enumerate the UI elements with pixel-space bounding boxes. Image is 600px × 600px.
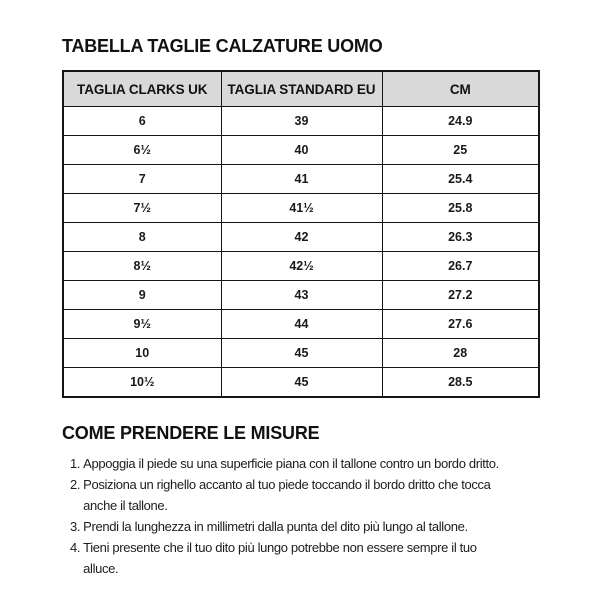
cell-uk: 10: [63, 339, 221, 368]
list-item-line: Tieni presente che il tuo dito più lungo potrebbe non essere sempre il tuo: [83, 540, 477, 555]
cell-cm: 28.5: [382, 368, 539, 398]
list-item-line: anche il tallone.: [83, 498, 168, 513]
cell-uk: 6½: [63, 136, 221, 165]
list-item-text: [83, 453, 540, 474]
cell-eu: 41½: [221, 194, 382, 223]
list-item-number: 2.: [70, 477, 81, 492]
cell-eu: 45: [221, 339, 382, 368]
list-item-text: [83, 516, 540, 537]
table-row: [63, 136, 539, 165]
list-item: [70, 453, 540, 474]
cell-uk: 10½: [63, 368, 221, 398]
cell-cm: 25: [382, 136, 539, 165]
cell-eu: 43: [221, 281, 382, 310]
list-item: [70, 537, 540, 579]
table-row: [63, 339, 539, 368]
page-title: TABELLA TAGLIE CALZATURE UOMO: [62, 36, 383, 56]
list-item-text: [83, 537, 540, 579]
list-item-number: 4.: [70, 540, 81, 555]
list-item: [70, 516, 540, 537]
table-row: [63, 194, 539, 223]
cell-eu: 40: [221, 136, 382, 165]
cell-uk: 9: [63, 281, 221, 310]
cell-eu: 45: [221, 368, 382, 398]
list-item: [70, 474, 540, 516]
list-item-line: Posiziona un righello accanto al tuo piede toccando il bordo dritto che tocca: [83, 477, 491, 492]
cell-eu: 41: [221, 165, 382, 194]
cell-eu: 44: [221, 310, 382, 339]
list-item-number: 3.: [70, 519, 81, 534]
table-row: [63, 310, 539, 339]
instructions-list: [62, 453, 540, 579]
size-table: [62, 70, 540, 398]
cell-eu: 42½: [221, 252, 382, 281]
list-item-line: alluce.: [83, 561, 119, 576]
cell-cm: 27.6: [382, 310, 539, 339]
table-row: [63, 281, 539, 310]
cell-uk: 9½: [63, 310, 221, 339]
header-cell-uk: TAGLIA CLARKS UK: [63, 71, 221, 107]
list-item-line: Appoggia il piede su una superficie piana con il tallone contro un bordo dritto.: [83, 456, 499, 471]
cell-cm: 24.9: [382, 107, 539, 136]
cell-eu: 42: [221, 223, 382, 252]
cell-uk: 8: [63, 223, 221, 252]
header-cell-cm: CM: [382, 71, 539, 107]
cell-cm: 26.7: [382, 252, 539, 281]
table-header-row: [63, 71, 539, 107]
list-item-line: Prendi la lunghezza in millimetri dalla punta del dito più lungo al tallone.: [83, 519, 468, 534]
cell-uk: 6: [63, 107, 221, 136]
cell-uk: 7½: [63, 194, 221, 223]
header-cell-eu: TAGLIA STANDARD EU: [221, 71, 382, 107]
list-item-text: [83, 474, 540, 516]
table-row: [63, 223, 539, 252]
section-title: COME PRENDERE LE MISURE: [62, 423, 320, 443]
cell-cm: 26.3: [382, 223, 539, 252]
cell-cm: 25.8: [382, 194, 539, 223]
cell-cm: 25.4: [382, 165, 539, 194]
table-row: [63, 252, 539, 281]
cell-eu: 39: [221, 107, 382, 136]
table-row: [63, 368, 539, 398]
list-item-number: 1.: [70, 456, 81, 471]
cell-cm: 27.2: [382, 281, 539, 310]
cell-uk: 7: [63, 165, 221, 194]
cell-uk: 8½: [63, 252, 221, 281]
cell-cm: 28: [382, 339, 539, 368]
table-row: [63, 165, 539, 194]
table-row: [63, 107, 539, 136]
